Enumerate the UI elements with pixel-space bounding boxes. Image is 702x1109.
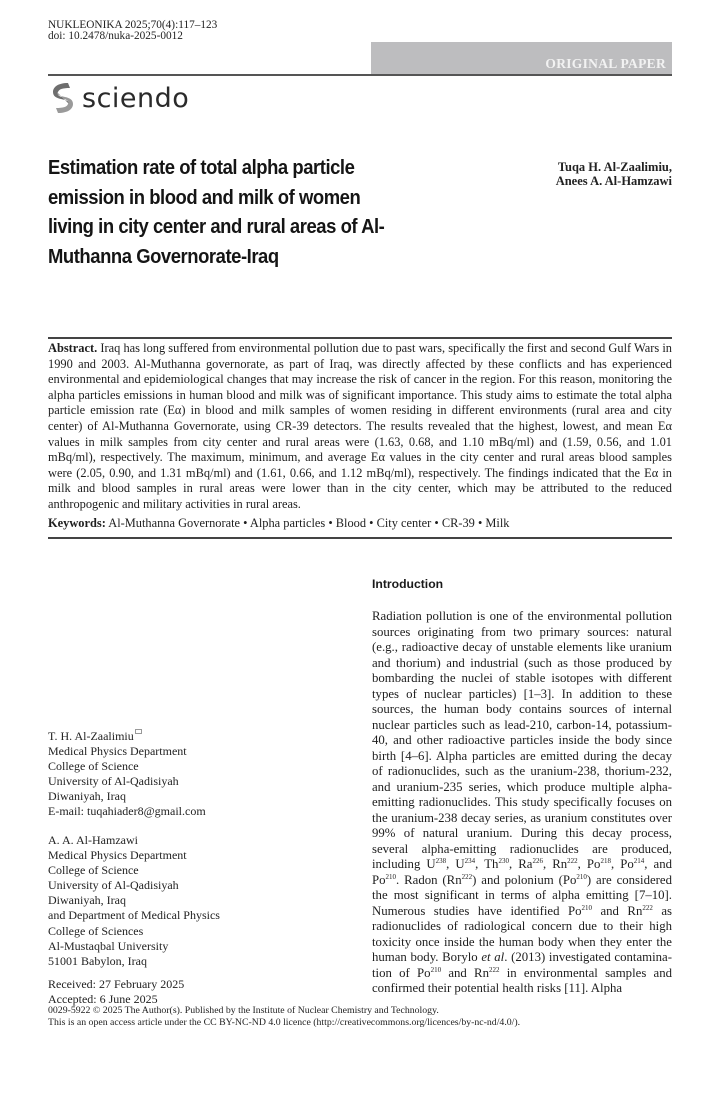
- article-type-label: ORIGINAL PAPER: [545, 56, 666, 71]
- abstract-top-divider: [48, 337, 672, 339]
- article-title: Estimation rate of total alpha particle emission in blood and milk of women living in city center and rural areas of Al-Muthanna Governorate-Iraq: [48, 156, 385, 268]
- license-notice[interactable]: This is an open access article under the CC BY-NC-ND 4.0 licence (http://creativecommons.org/licences/by-nc-nd/4.0/).: [48, 1016, 521, 1028]
- envelope-icon[interactable]: [135, 729, 142, 734]
- author-name: Tuqa H. Al-Zaalimiu,: [557, 160, 672, 174]
- affiliation-line: Diwaniyah, Iraq: [48, 789, 126, 804]
- affiliation-line: Al-Mustaqbal University: [48, 938, 169, 953]
- affiliation-line: 51001 Babylon, Iraq: [48, 953, 147, 968]
- affiliation-line: College of Science: [48, 863, 139, 878]
- affiliation-line: Medical Physics Department: [48, 848, 187, 863]
- keywords-divider: [48, 537, 672, 539]
- affiliation-line: Diwaniyah, Iraq: [48, 893, 126, 908]
- article-dates: [48, 977, 184, 1006]
- accepted-date: Accepted: 6 June 2025: [48, 991, 158, 1006]
- header-divider: [48, 74, 672, 76]
- article-type-band: [371, 42, 672, 75]
- publisher-name: sciendo: [82, 82, 190, 114]
- sciendo-s-icon: [50, 81, 76, 115]
- author-affiliation: [48, 833, 220, 969]
- affiliation-name: T. H. Al-Zaalimiu: [48, 729, 206, 744]
- abstract-text: Iraq has long suffered from environmental pollution due to past wars, specifically the first and second Gulf Wars in 1990 and 2003. Al-Muthanna governorate, as part of Iraq, was directly affected by these conflicts and has experienced environmental and epidemiological changes that may increase the risk of cancer in the region. For this reason, monitoring the alpha particles emissions in human blood and milk was of significant importance. This study aims to estimate the total alpha particle emission rate (Eα) in blood and milk samples of women residing in different environments (rural area and city center) of Al-Muthanna Governorate, using CR-39 detectors. The results revealed that the highest, lowest, and mean Eα values in milk samples from city center and rural areas were (1.63, 0.68, and 1.10 mBq/ml) and (1.59, 0.56, and 1.01 mBq/ml), respectively. The maximum, minimum, and average Eα values in the city center and rural areas blood samples were (2.05, 0.90, and 1.31 mBq/ml) and (1.61, 0.66, and 1.12 mBq/ml), respectively. The findings indicated that the Eα in milk and blood samples in rural areas were lower than in the city center, which may be attributed to the reduced anthropogenic and military activities in rural areas.: [48, 341, 672, 511]
- affiliation-line: University of Al-Qadisiyah: [48, 878, 179, 893]
- introduction-paragraph: Radiation pollution is one of the environmental pollution sources originating from two primary sources: natural (e.g., radioactive decay of unstable elements like uranium and thorium) and industrial (such as those produced by bombarding the nuclei of stable isotopes with different types of nuclear particles) [1–3]. In addition to these sources, the human body contains sources of internal nuclear particles such as lead-210, carbon-14, potassium-40, and other radioactive particles inside the body since birth [4–6]. Alpha particles are emitted during the decay of radionuclides, such as the uranium-238, thorium-232, and uranium-235 series, which produce multiple alpha-emitting radionuclides. This study specifically focuses on the uranium-238 decay series, as uranium constitutes over 99% of natural uranium. During this decay process, several alpha-emitting radionuclides are produced, including $U^{238}$, $U^{234}$, Th$^{230}$, Ra$^{226}$, Rn$^{222}$, Po$^{218}$, Po$^{214}$, and Po$^{210}$. Radon (Rn$^{222}$) and polonium (Po$^{210}$) are considered the most significant in terms of alpha emitting [7–10]. Numerous studies have identified Po$^{210}$ and Rn$^{222}$ as radionuclides of radiological concern due to their high toxicity once inside the human body when they enter the human body. Borylo et al. (2013) investigated contamination of Po$^{210}$ and Rn$^{222}$ in environmental samples and confirmed their potential health risks [11]. Alpha: [372, 609, 673, 995]
- affiliation-line: and Department of Medical Physics: [48, 908, 220, 923]
- affiliation-line: College of Science: [48, 759, 139, 774]
- section-heading-introduction: Introduction: [372, 577, 444, 591]
- author-affiliation: [48, 729, 206, 820]
- abstract-label: Abstract.: [48, 341, 98, 355]
- journal-reference: [48, 20, 217, 42]
- keywords-label: Keywords:: [48, 516, 106, 530]
- journal-citation: NUKLEONIKA 2025;70(4):117–123: [48, 19, 218, 31]
- keywords: [48, 516, 672, 531]
- copyright-notice: 0029-5922 © 2025 The Author(s). Published by the Institute of Nuclear Chemistry and Technology.: [48, 1005, 439, 1016]
- affiliation-line: University of Al-Qadisiyah: [48, 774, 179, 789]
- doi-link[interactable]: doi: 10.2478/nuka-2025-0012: [48, 30, 183, 42]
- page-footer: [48, 1005, 688, 1028]
- affiliation-line: College of Sciences: [48, 923, 144, 938]
- received-date: Received: 27 February 2025: [48, 977, 185, 991]
- author-name: Anees A. Al-Hamzawi: [555, 174, 672, 188]
- email-link[interactable]: E-mail: tuqahiader8@gmail.com: [48, 804, 206, 819]
- affiliation-line: Medical Physics Department: [48, 744, 187, 759]
- keywords-text: Al-Muthanna Governorate • Alpha particles • Blood • City center • CR-39 • Milk: [108, 516, 510, 530]
- affiliation-name: A. A. Al-Hamzawi: [48, 833, 138, 847]
- abstract: [48, 341, 672, 513]
- author-list: [540, 160, 672, 188]
- publisher-logo[interactable]: [50, 80, 189, 116]
